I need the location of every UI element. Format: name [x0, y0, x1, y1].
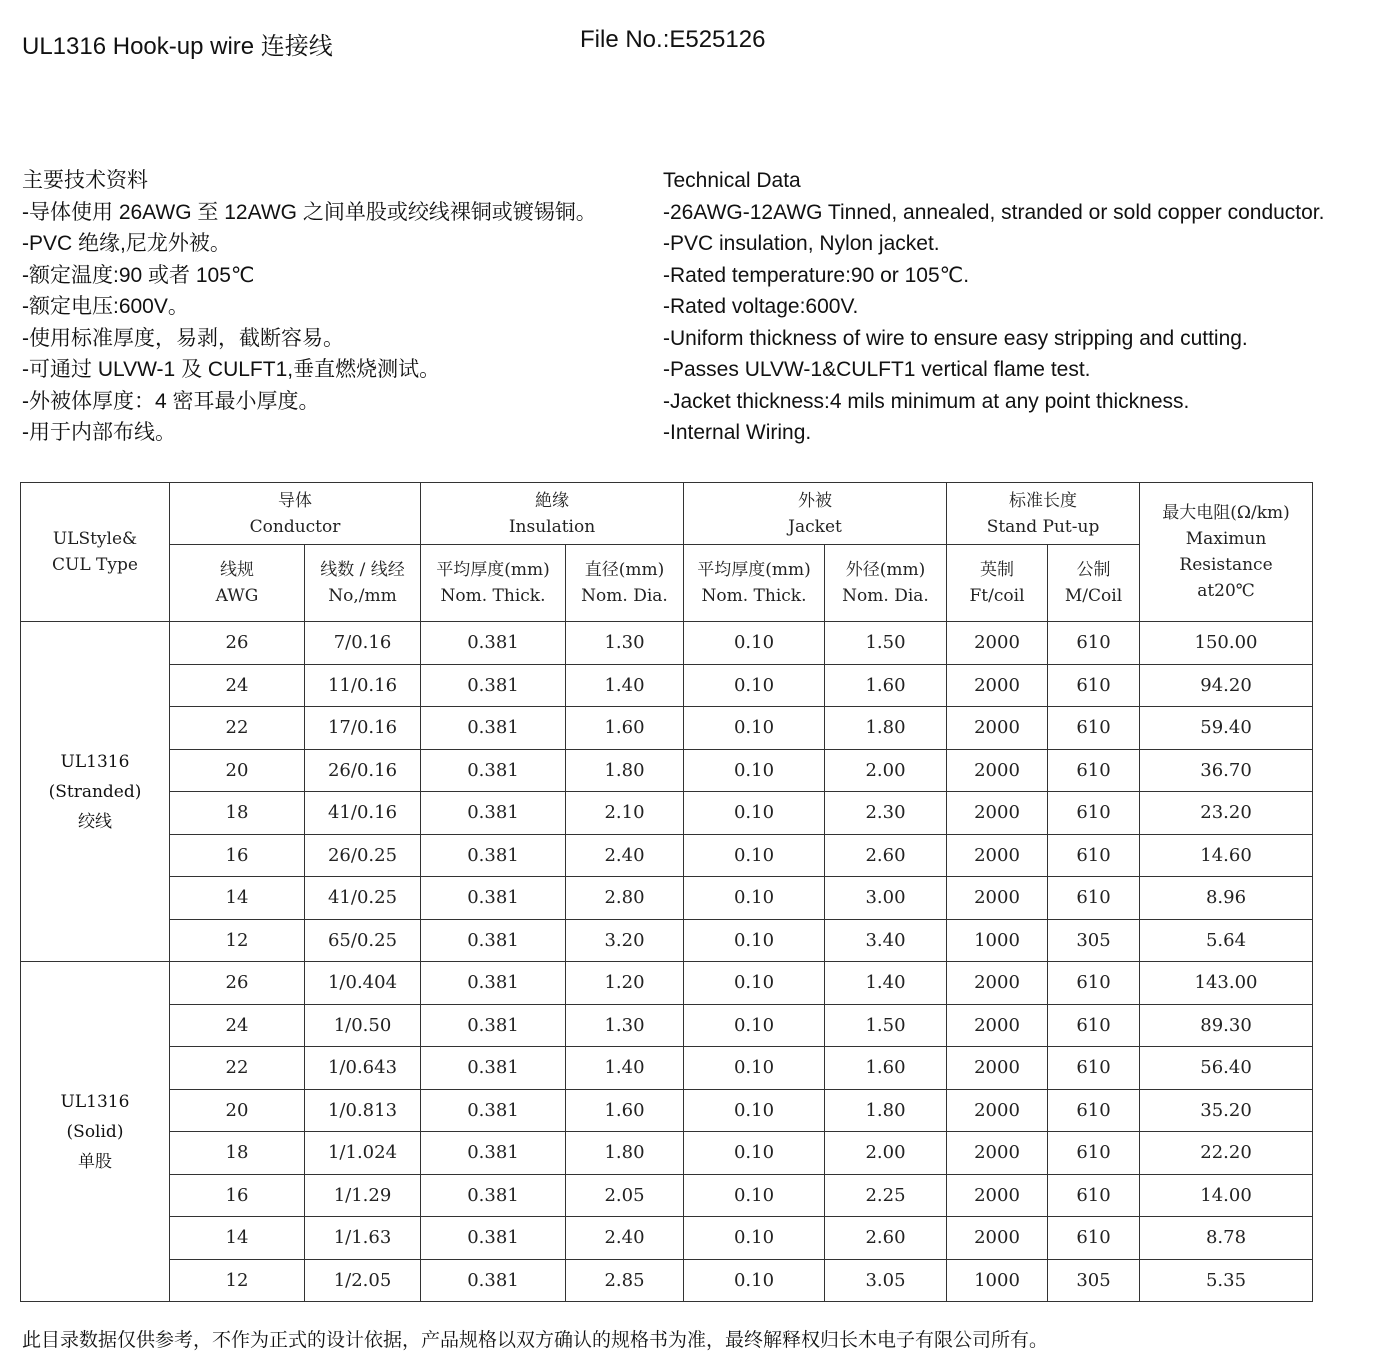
spec-table: [20, 482, 1313, 1302]
tech-en-item: -Rated temperature:90 or 105℃.: [663, 263, 970, 287]
table-cell: 14.60: [1140, 834, 1313, 877]
table-cell: 2000: [947, 834, 1048, 877]
table-cell: 1.40: [825, 962, 947, 1005]
table-cell: 22: [170, 707, 305, 750]
header-ft-coil: 英制 Ft/coil: [947, 545, 1048, 622]
table-cell: 1/0.50: [305, 1004, 421, 1047]
table-row: [21, 749, 1313, 792]
table-cell: 0.381: [421, 1259, 566, 1302]
table-cell: 610: [1048, 877, 1140, 920]
table-cell: 2.40: [566, 1217, 684, 1260]
table-cell: 2.05: [566, 1174, 684, 1217]
table-cell: 0.381: [421, 1004, 566, 1047]
header-insulation-diameter: 直径(mm) Nom. Dia.: [566, 545, 684, 622]
table-cell: 26: [170, 962, 305, 1005]
table-cell: 2000: [947, 962, 1048, 1005]
table-cell: 20: [170, 1089, 305, 1132]
table-cell: 22.20: [1140, 1132, 1313, 1175]
table-cell: 1.60: [825, 1047, 947, 1090]
table-cell: 1.60: [825, 664, 947, 707]
table-cell: 2000: [947, 664, 1048, 707]
table-cell: 2000: [947, 1047, 1048, 1090]
table-cell: 0.10: [684, 1089, 825, 1132]
table-cell: 610: [1048, 792, 1140, 835]
table-cell: 150.00: [1140, 622, 1313, 665]
table-cell: 1.80: [566, 749, 684, 792]
header-resistance: 最大电阻(Ω/km) Maximun Resistance at20℃: [1140, 483, 1313, 622]
table-cell: 2000: [947, 877, 1048, 920]
table-cell: 14.00: [1140, 1174, 1313, 1217]
table-cell: 0.381: [421, 1089, 566, 1132]
table-cell: 0.10: [684, 1047, 825, 1090]
table-cell: 23.20: [1140, 792, 1313, 835]
table-row: [21, 962, 1313, 1005]
wire-type-label-line: 单股: [78, 1151, 112, 1172]
table-cell: 0.10: [684, 1132, 825, 1175]
header-put-up: 标准长度 Stand Put-up: [947, 483, 1140, 545]
table-cell: 0.381: [421, 834, 566, 877]
table-cell: 610: [1048, 1089, 1140, 1132]
table-cell: 11/0.16: [305, 664, 421, 707]
table-row: [21, 707, 1313, 750]
table-cell: 5.64: [1140, 919, 1313, 962]
table-cell: 0.381: [421, 1217, 566, 1260]
table-cell: 1.30: [566, 622, 684, 665]
table-cell: 0.381: [421, 792, 566, 835]
table-cell: 24: [170, 664, 305, 707]
table-cell: 2000: [947, 1089, 1048, 1132]
table-cell: 0.381: [421, 749, 566, 792]
table-cell: 24: [170, 1004, 305, 1047]
table-cell: 18: [170, 1132, 305, 1175]
table-cell: 2.80: [566, 877, 684, 920]
header-jacket-thickness: 平均厚度(mm) Nom. Thick.: [684, 545, 825, 622]
table-cell: 0.381: [421, 962, 566, 1005]
header-jacket: 外被 Jacket: [684, 483, 947, 545]
table-cell: 1.80: [566, 1132, 684, 1175]
table-cell: 1.20: [566, 962, 684, 1005]
table-cell: 12: [170, 919, 305, 962]
file-number: File No.:E525126: [580, 26, 766, 53]
tech-zh-item: -使用标准厚度，易剥，截断容易。: [22, 326, 344, 350]
tech-zh-title: 主要技术资料: [22, 169, 148, 192]
table-cell: 2000: [947, 1132, 1048, 1175]
table-cell: 305: [1048, 1259, 1140, 1302]
table-cell: 35.20: [1140, 1089, 1313, 1132]
table-cell: 14: [170, 1217, 305, 1260]
table-cell: 2000: [947, 1004, 1048, 1047]
table-cell: 14: [170, 877, 305, 920]
table-cell: 0.381: [421, 664, 566, 707]
header-insulation: 絶缘 Insulation: [421, 483, 684, 545]
table-cell: 610: [1048, 1004, 1140, 1047]
table-cell: 18: [170, 792, 305, 835]
tech-zh-item: -可通过 ULVW-1 及 CULFT1,垂直燃烧测试。: [22, 358, 441, 381]
tech-en-item: -Passes ULVW-1&CULFT1 vertical flame test.: [663, 358, 1091, 381]
header-conductor: 导体 Conductor: [170, 483, 421, 545]
table-cell: 94.20: [1140, 664, 1313, 707]
table-cell: 26/0.25: [305, 834, 421, 877]
table-cell: 1.30: [566, 1004, 684, 1047]
table-cell: 1.60: [566, 707, 684, 750]
table-cell: 20: [170, 749, 305, 792]
table-cell: 0.10: [684, 919, 825, 962]
table-cell: 89.30: [1140, 1004, 1313, 1047]
table-cell: 610: [1048, 749, 1140, 792]
table-row: [21, 1217, 1313, 1260]
table-cell: 2.00: [825, 1132, 947, 1175]
table-cell: 1/2.05: [305, 1259, 421, 1302]
table-cell: 2.60: [825, 1217, 947, 1260]
table-cell: 2.85: [566, 1259, 684, 1302]
wire-type-label: [21, 962, 170, 1302]
table-cell: 1.50: [825, 1004, 947, 1047]
table-cell: 2000: [947, 1174, 1048, 1217]
table-cell: 41/0.25: [305, 877, 421, 920]
table-cell: 610: [1048, 1217, 1140, 1260]
table-cell: 3.05: [825, 1259, 947, 1302]
table-cell: 0.381: [421, 622, 566, 665]
table-row: [21, 1004, 1313, 1047]
table-cell: 5.35: [1140, 1259, 1313, 1302]
table-cell: 610: [1048, 1047, 1140, 1090]
table-cell: 1000: [947, 1259, 1048, 1302]
tech-data-chinese: [22, 165, 597, 449]
table-cell: 0.10: [684, 1004, 825, 1047]
table-cell: 1.80: [825, 1089, 947, 1132]
table-cell: 36.70: [1140, 749, 1313, 792]
table-cell: 0.10: [684, 1174, 825, 1217]
table-cell: 2.30: [825, 792, 947, 835]
table-cell: 0.381: [421, 1132, 566, 1175]
table-cell: 12: [170, 1259, 305, 1302]
table-row: [21, 877, 1313, 920]
header-m-coil: 公制 M/Coil: [1048, 545, 1140, 622]
wire-type-label-line: UL1316: [60, 751, 130, 772]
table-cell: 16: [170, 834, 305, 877]
table-cell: 2000: [947, 622, 1048, 665]
tech-data-english: [663, 165, 1324, 449]
table-cell: 2.10: [566, 792, 684, 835]
table-cell: 0.10: [684, 1217, 825, 1260]
table-cell: 16: [170, 1174, 305, 1217]
table-cell: 610: [1048, 962, 1140, 1005]
table-row: [21, 1174, 1313, 1217]
table-cell: 26: [170, 622, 305, 665]
table-cell: 7/0.16: [305, 622, 421, 665]
tech-en-item: -Rated voltage:600V.: [663, 295, 859, 318]
wire-type-label: [21, 622, 170, 962]
tech-zh-item: -用于内部布线。: [22, 421, 176, 444]
document-title: UL1316 Hook-up wire 连接线: [22, 33, 333, 60]
table-row: [21, 1132, 1313, 1175]
table-cell: 56.40: [1140, 1047, 1313, 1090]
table-cell: 143.00: [1140, 962, 1313, 1005]
table-cell: 1/0.643: [305, 1047, 421, 1090]
table-cell: 22: [170, 1047, 305, 1090]
table-cell: 0.381: [421, 1174, 566, 1217]
table-cell: 26/0.16: [305, 749, 421, 792]
table-cell: 1/1.024: [305, 1132, 421, 1175]
wire-type-label-line: (Solid): [66, 1121, 124, 1142]
table-row: [21, 792, 1313, 835]
table-cell: 0.381: [421, 707, 566, 750]
table-cell: 3.40: [825, 919, 947, 962]
table-cell: 2.00: [825, 749, 947, 792]
table-cell: 610: [1048, 834, 1140, 877]
table-cell: 2.40: [566, 834, 684, 877]
table-cell: 59.40: [1140, 707, 1313, 750]
table-cell: 2000: [947, 749, 1048, 792]
table-cell: 0.10: [684, 834, 825, 877]
table-row: [21, 919, 1313, 962]
table-row: [21, 834, 1313, 877]
table-cell: 0.381: [421, 919, 566, 962]
table-cell: 1.60: [566, 1089, 684, 1132]
tech-zh-item: -额定温度:90 或者 105℃: [22, 263, 255, 287]
table-cell: 0.10: [684, 962, 825, 1005]
table-cell: 1000: [947, 919, 1048, 962]
table-cell: 610: [1048, 1132, 1140, 1175]
table-cell: 1/1.63: [305, 1217, 421, 1260]
tech-en-item: -Jacket thickness:4 mils minimum at any point thickness.: [663, 389, 1190, 413]
table-cell: 8.96: [1140, 877, 1313, 920]
table-cell: 2000: [947, 1217, 1048, 1260]
table-cell: 610: [1048, 1174, 1140, 1217]
tech-zh-item: -PVC 绝缘,尼龙外被。: [22, 232, 231, 255]
header-jacket-diameter: 外径(mm) Nom. Dia.: [825, 545, 947, 622]
table-cell: 1/0.404: [305, 962, 421, 1005]
table-cell: 610: [1048, 707, 1140, 750]
tech-en-item: -Uniform thickness of wire to ensure easy stripping and cutting.: [663, 326, 1248, 350]
table-cell: 3.20: [566, 919, 684, 962]
table-row: [21, 664, 1313, 707]
table-cell: 0.381: [421, 877, 566, 920]
table-cell: 305: [1048, 919, 1140, 962]
wire-type-label-line: UL1316: [60, 1091, 130, 1112]
table-cell: 0.10: [684, 749, 825, 792]
tech-en-title: Technical Data: [663, 169, 801, 192]
table-cell: 0.381: [421, 1047, 566, 1090]
table-cell: 0.10: [684, 664, 825, 707]
table-cell: 41/0.16: [305, 792, 421, 835]
table-cell: 1.80: [825, 707, 947, 750]
table-cell: 1.50: [825, 622, 947, 665]
table-cell: 17/0.16: [305, 707, 421, 750]
table-cell: 610: [1048, 664, 1140, 707]
header-insulation-thickness: 平均厚度(mm) Nom. Thick.: [421, 545, 566, 622]
tech-en-item: -PVC insulation, Nylon jacket.: [663, 232, 940, 255]
table-cell: 1.40: [566, 1047, 684, 1090]
table-cell: 1/0.813: [305, 1089, 421, 1132]
table-cell: 8.78: [1140, 1217, 1313, 1260]
tech-en-item: -Internal Wiring.: [663, 421, 812, 444]
table-cell: 3.00: [825, 877, 947, 920]
header-style-type: ULStyle& CUL Type: [21, 483, 170, 622]
tech-zh-item: -外被体厚度：4 密耳最小厚度。: [22, 389, 320, 413]
tech-zh-item: -导体使用 26AWG 至 12AWG 之间单股或绞线裸铜或镀锡铜。: [22, 200, 597, 224]
table-cell: 0.10: [684, 622, 825, 665]
disclaimer-footer: 此目录数据仅供参考，不作为正式的设计依据，产品规格以双方确认的规格书为准，最终解释权归长木电子有限公司所有。: [22, 1329, 1049, 1351]
table-cell: 2.60: [825, 834, 947, 877]
table-cell: 65/0.25: [305, 919, 421, 962]
table-cell: 0.10: [684, 792, 825, 835]
table-cell: 610: [1048, 622, 1140, 665]
wire-type-label-line: (Stranded): [48, 781, 142, 802]
tech-en-item: -26AWG-12AWG Tinned, annealed, stranded or sold copper conductor.: [663, 200, 1325, 224]
table-row: [21, 622, 1313, 665]
table-cell: 0.10: [684, 707, 825, 750]
table-row: [21, 1259, 1313, 1302]
table-cell: 2000: [947, 707, 1048, 750]
header-strands: 线数 / 线经 No,/mm: [305, 545, 421, 622]
table-row: [21, 1047, 1313, 1090]
table-cell: 1.40: [566, 664, 684, 707]
header-awg: 线规 AWG: [170, 545, 305, 622]
table-row: [21, 1089, 1313, 1132]
table-cell: 2.25: [825, 1174, 947, 1217]
table-cell: 0.10: [684, 877, 825, 920]
tech-zh-item: -额定电压:600V。: [22, 295, 189, 318]
table-cell: 1/1.29: [305, 1174, 421, 1217]
table-cell: 2000: [947, 792, 1048, 835]
wire-type-label-line: 绞线: [78, 811, 112, 832]
table-cell: 0.10: [684, 1259, 825, 1302]
